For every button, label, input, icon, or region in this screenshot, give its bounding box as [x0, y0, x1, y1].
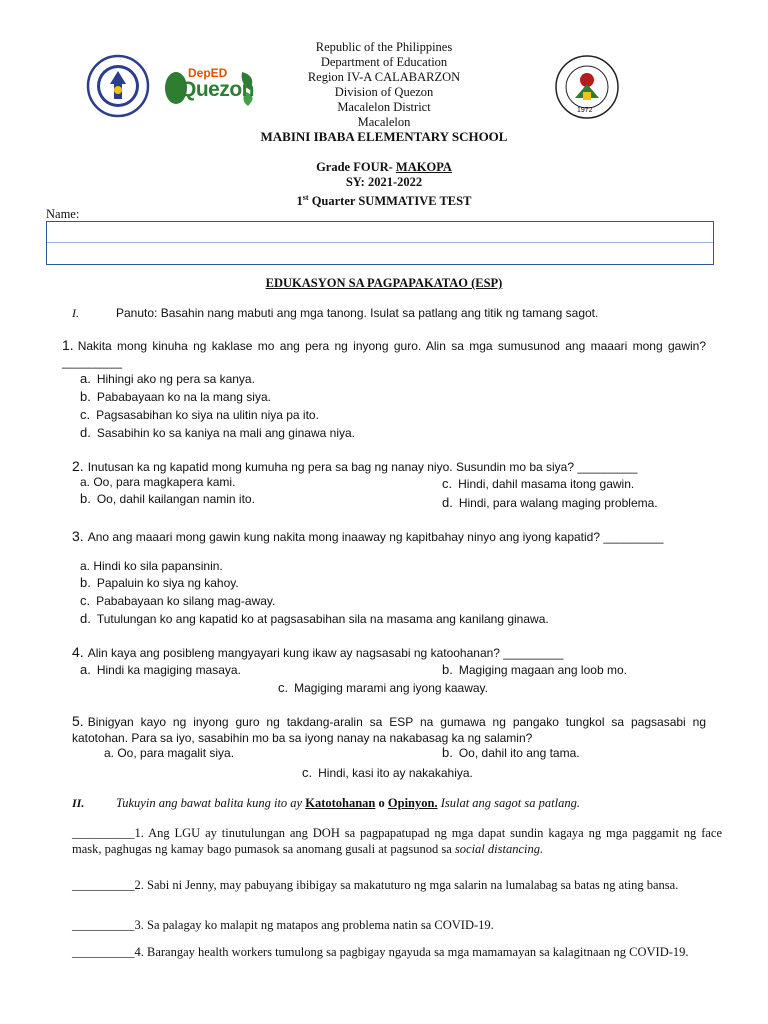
- header-line: Region IV-A CALABARZON: [307, 70, 461, 84]
- part2-item-1: __________1. Ang LGU ay tinutulungan ang DOH sa pagpapatupad ng mga dapat sundin kagaya ng mga paggamit ng face mask, paghugas ng kamay bago pumasok sa anomang gusali at pagsunod sa social distancing.: [72, 826, 722, 856]
- q2-option-a[interactable]: a. Oo, para magkapera kami.: [80, 475, 236, 489]
- q2-option-b[interactable]: b. Oo, dahil kailangan namin ito.: [80, 491, 255, 506]
- school-seal-year: 1972: [577, 107, 593, 114]
- section-name: MAKOPA: [395, 160, 452, 174]
- test-title: 1st Quarter SUMMATIVE TEST: [296, 193, 472, 209]
- name-field-divider: [47, 242, 713, 243]
- header-line: Macalelon District: [337, 100, 431, 114]
- grade-section: [0, 160, 768, 175]
- school-year: SY: 2021-2022: [345, 175, 423, 189]
- answer-blank[interactable]: __________: [72, 918, 135, 932]
- q3-option-b[interactable]: b. Papaluin ko siya ng kahoy.: [80, 575, 239, 590]
- q2-option-c[interactable]: c. Hindi, dahil masama itong gawin.: [442, 476, 635, 491]
- q3-option-d[interactable]: d. Tutulungan ko ang kapatid ko at pagsasabihan sila na masama ang kanilang ginawa.: [80, 611, 549, 626]
- q1-option-c[interactable]: c. Pagsasabihan ko siya na ulitin niya pa ito.: [80, 407, 319, 422]
- q1-option-a[interactable]: a. Hihingi ako ng pera sa kanya.: [80, 371, 255, 386]
- q4-option-b[interactable]: b. Magiging magaan ang loob mo.: [442, 662, 627, 677]
- part2-item-3: __________3. Sa palagay ko malapit ng matapos ang problema natin sa COVID-19.: [72, 918, 494, 932]
- header-line: Republic of the Philippines: [315, 40, 453, 54]
- q2-option-d[interactable]: d. Hindi, para walang maging problema.: [442, 495, 658, 510]
- question-5: 5. Binigyan kayo ng inyong guro ng takdang-aralin sa ESP na gumawa ng pangako tungkol sa pagsasabi ng katotohan. Para sa iyo, sasabihin mo ba sa iyong nanay na nakabasag ka ng salamin?: [72, 713, 706, 745]
- part1-numeral: I.: [72, 306, 79, 320]
- q1-option-d[interactable]: d. Sasabihin ko sa kaniya na mali ang ginawa niya.: [80, 425, 356, 440]
- question-1: 1. Nakita mong kinuha ng kaklase mo ang pera ng inyong guro. Alin sa mga sumusunod ang maaari mong gawin? _________: [62, 337, 706, 369]
- part2-item-2: __________2. Sabi ni Jenny, may pabuyang ibibigay sa makatuturo ng mga salarin na lumalabag sa batas ng ating bansa.: [72, 878, 679, 892]
- question-4: 4. Alin kaya ang posibleng mangyayari kung ikaw ay nagsasabi ng katoohanan? _________: [72, 644, 564, 660]
- part2-numeral: II.: [72, 796, 85, 810]
- deped-wordmark: DepED: [188, 66, 228, 80]
- q3-option-a[interactable]: a. Hindi ko sila papansinin.: [80, 559, 223, 573]
- header-line: Division of Quezon: [334, 85, 434, 99]
- answer-blank[interactable]: __________: [72, 945, 135, 959]
- part2-item-4: __________4. Barangay health workers tumulong sa pagbigay ngayuda sa mga mamamayan sa kalagitnaan ng COVID-19.: [72, 945, 689, 959]
- part2-instructions: Tukuyin ang bawat balita kung ito ay Katotohanan o Opinyon. Isulat ang sagot sa patlang.: [116, 796, 580, 810]
- q3-option-c[interactable]: c. Pababayaan ko silang mag-away.: [80, 593, 276, 608]
- header-line: Department of Education: [320, 55, 448, 69]
- question-3: 3. Ano ang maaari mong gawin kung nakita mong inaaway ng kapitbahay ninyo ang iyong kapatid? _________: [72, 528, 664, 544]
- question-2: 2. Inutusan ka ng kapatid mong kumuha ng pera sa bag ng nanay niyo. Susundin mo ba siya? _________: [72, 458, 638, 474]
- q4-option-a[interactable]: a. Hindi ka magiging masaya.: [80, 662, 241, 677]
- name-field[interactable]: [46, 221, 714, 265]
- answer-blank[interactable]: __________: [72, 878, 135, 892]
- name-label: Name:: [46, 207, 80, 221]
- part1-instructions: Panuto: Basahin nang mabuti ang mga tanong. Isulat sa patlang ang titik ng tamang sagot.: [116, 306, 599, 320]
- grade-label: Grade FOUR-: [316, 160, 396, 174]
- q5-option-a[interactable]: a. Oo, para magalit siya.: [104, 746, 235, 760]
- q4-option-c[interactable]: c. Magiging marami ang iyong kaaway.: [278, 680, 488, 695]
- q1-option-b[interactable]: b. Pababayaan ko na la mang siya.: [80, 389, 271, 404]
- q5-option-b[interactable]: b. Oo, dahil ito ang tama.: [442, 745, 580, 760]
- quezon-wordmark: Quezon: [180, 78, 254, 101]
- school-name: MABINI IBABA ELEMENTARY SCHOOL: [260, 129, 508, 144]
- subject-title: EDUKASYON SA PAGPAPAKATAO (ESP): [265, 276, 503, 290]
- answer-blank[interactable]: __________: [72, 826, 135, 840]
- q5-option-c[interactable]: c. Hindi, kasi ito ay nakakahiya.: [302, 765, 473, 780]
- header-line: Macalelon: [357, 115, 411, 129]
